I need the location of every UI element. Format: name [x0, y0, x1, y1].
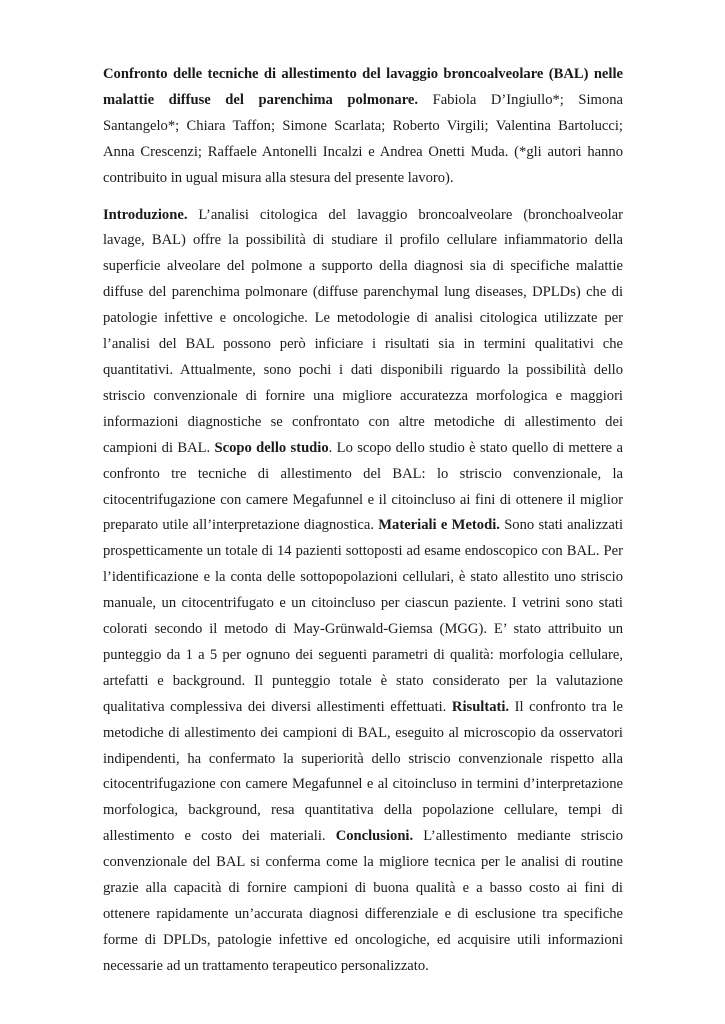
- header-paragraph: [103, 62, 623, 192]
- introduction-text: L’analisi citologica del lavaggio broncoalveolare (bronchoalveolar lavage, BAL) offre la possibilità di studiare il profilo cellulare infiammatorio della superficie alveolare del polmone a supporto della diagnosi sia di specifiche malattie diffuse del parenchima polmonare (diffuse parenchymal lung diseases, DPLDs) che di patologie infettive e oncologiche. Le metodologie di analisi citologica utilizzate per l’analisi del BAL possono però inficiare i risultati sia in termini qualitativi che quantitativi. Attualmente, sono pochi i dati disponibili riguardo la possibilità dello striscio convenzionale di fornire una migliore accuratezza morfologica e maggiori informazioni diagnostiche se confrontato con altre metodiche di allestimento dei campioni di BAL.: [103, 206, 623, 456]
- methods-text: Sono stati analizzati prospetticamente un totale di 14 pazienti sottoposti ad esame endoscopico con BAL. Per l’identificazione e la conta delle sottopopolazioni cellulari, è stato allestito uno striscio manuale, un citocentrifugato e un citoincluso per ciascun paziente. I vetrini sono stati colorati secondo il metodo di May-Grünwald-Giemsa (MGG). E’ stato attribuito un punteggio da 1 a 5 per ognuno dei seguenti parametri di qualità: morfologia cellulare, artefatti e background. Il punteggio totale è stato considerato per la valutazione qualitativa complessiva dei diversi allestimenti effettuati.: [103, 517, 623, 715]
- methods-heading: Materiali e Metodi.: [378, 517, 500, 534]
- scope-heading: Scopo dello studio: [214, 439, 329, 456]
- introduction-heading: Introduzione.: [103, 206, 188, 223]
- results-heading: Risultati.: [451, 698, 510, 715]
- scope-text: . Lo scopo dello studio è stato quello di mettere a confronto tre tecniche di allestimento del BAL: lo striscio convenzionale, la citocentrifugazione con camere Megafunnel e il citoincluso ai fini di ottenere il miglior preparato utile all’interpretazione diagnostica.: [103, 439, 623, 534]
- results-text: Il confronto tra le metodiche di allestimento dei campioni di BAL, eseguito al microscopio da osservatori indipendenti, ha confermato la superiorità dello striscio convenzionale rispetto alla citocentrifugazione con camere Megafunnel e al citoincluso in termini d’interpretazione morfologica, background, resa quantitativa della popolazione cellulare, tempi di allestimento e costo dei materiali.: [103, 698, 623, 845]
- conclusions-heading: Conclusioni.: [335, 828, 414, 845]
- author-list: Fabiola D’Ingiullo*; Simona Santangelo*; Chiara Taffon; Simone Scarlata; Roberto Virgili; Valentina Bartolucci; Anna Crescenzi; Raffaele Antonelli Incalzi e Andrea Onetti Muda. (*gli autori hanno contribuito in ugual misura alla stesura del presente lavoro).: [103, 91, 623, 186]
- article-title: Confronto delle tecniche di allestimento del lavaggio broncoalveolare (BAL) nelle malattie diffuse del parenchima polmonare.: [103, 66, 623, 108]
- conclusions-text: L’allestimento mediante striscio convenzionale del BAL si conferma come la migliore tecnica per le analisi di routine grazie alla capacità di fornire campioni di buona qualità e a basso costo ai fini di ottenere rapidamente un’accurata diagnosi differenziale e di esclusione tra specifiche forme di DPLDs, patologie infettive ed oncologiche, ed acquisire utili informazioni necessarie ad un trattamento terapeutico personalizzato.: [103, 828, 623, 974]
- document-page: [103, 62, 623, 980]
- abstract-paragraph: [103, 203, 623, 980]
